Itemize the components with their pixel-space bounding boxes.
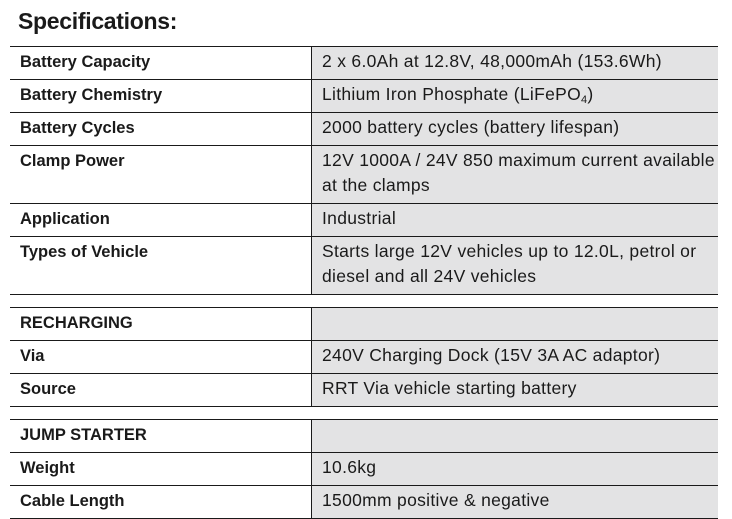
spec-label: Battery Chemistry <box>10 80 312 113</box>
section-heading-value <box>312 308 719 341</box>
table-row <box>10 113 718 146</box>
table-row <box>10 341 718 374</box>
spec-value: 2000 battery cycles (battery lifespan) <box>312 113 719 146</box>
table-spacer <box>10 407 718 420</box>
spec-label: Battery Cycles <box>10 113 312 146</box>
table-row <box>10 237 718 295</box>
spec-label: Source <box>10 374 312 407</box>
spec-value-main: Lithium Iron Phosphate (LiFePO <box>322 84 581 104</box>
table-spacer <box>10 295 718 308</box>
spec-value: 1500mm positive & negative <box>312 486 719 519</box>
table-row <box>10 486 718 519</box>
spec-value: Industrial <box>312 204 719 237</box>
spec-label: Clamp Power <box>10 146 312 204</box>
section-heading: RECHARGING <box>10 308 312 341</box>
spec-value: 10.6kg <box>312 453 719 486</box>
specifications-table <box>10 46 718 519</box>
spec-value-tail: ) <box>587 84 594 104</box>
spec-value: Starts large 12V vehicles up to 12.0L, petrol or diesel and all 24V vehicles <box>312 237 719 295</box>
section-heading-value <box>312 420 719 453</box>
spec-value <box>312 80 719 113</box>
section-header-recharging <box>10 308 718 341</box>
table-row <box>10 80 718 113</box>
spec-label: Cable Length <box>10 486 312 519</box>
page-title: Specifications: <box>18 8 178 34</box>
section-header-jump-starter <box>10 420 718 453</box>
spec-value: 2 x 6.0Ah at 12.8V, 48,000mAh (153.6Wh) <box>312 47 719 80</box>
spec-value: RRT Via vehicle starting battery <box>312 374 719 407</box>
table-row <box>10 47 718 80</box>
section-heading: JUMP STARTER <box>10 420 312 453</box>
spec-label: Weight <box>10 453 312 486</box>
spec-value-subscript: 4 <box>581 94 588 106</box>
table-row <box>10 374 718 407</box>
spec-label: Via <box>10 341 312 374</box>
spec-label: Types of Vehicle <box>10 237 312 295</box>
spec-value: 12V 1000A / 24V 850 maximum current available at the clamps <box>312 146 719 204</box>
spec-label: Application <box>10 204 312 237</box>
table-row <box>10 204 718 237</box>
spec-value: 240V Charging Dock (15V 3A AC adaptor) <box>312 341 719 374</box>
spec-label: Battery Capacity <box>10 47 312 80</box>
table-row <box>10 453 718 486</box>
table-row <box>10 146 718 204</box>
